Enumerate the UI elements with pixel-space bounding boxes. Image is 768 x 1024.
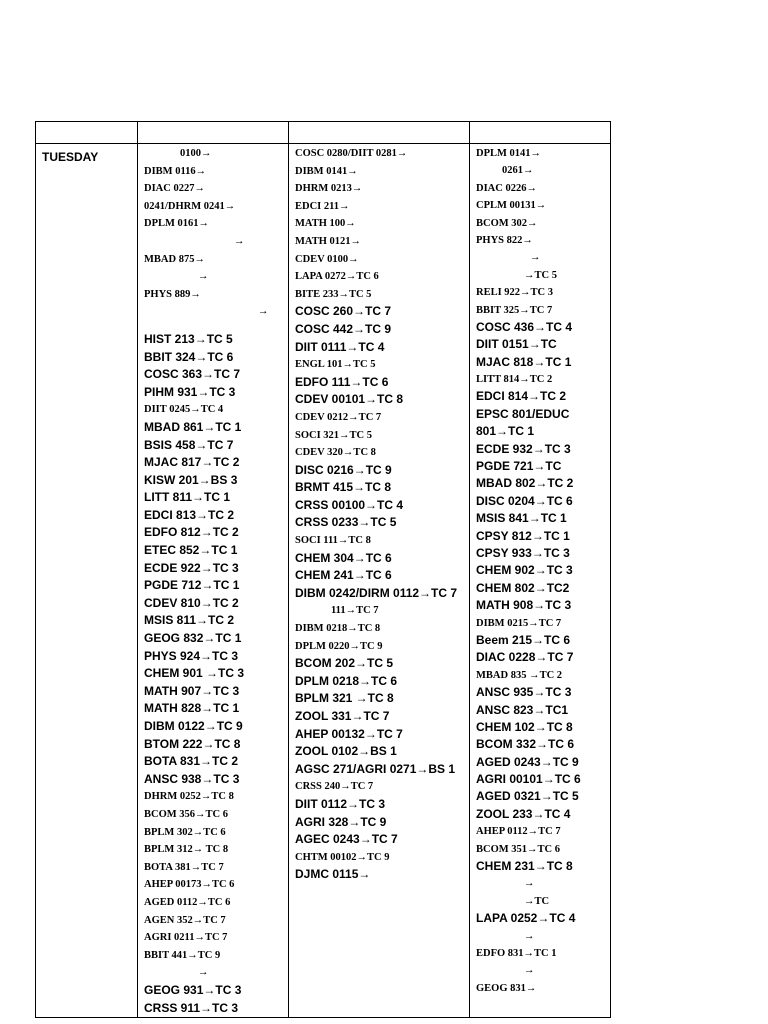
list-item: EDCI 211→ bbox=[295, 200, 350, 212]
list-item: ZOOL 0102→BS 1 bbox=[295, 744, 397, 759]
list-item: DISC 0204→TC 6 bbox=[476, 493, 573, 508]
column-2-list bbox=[289, 144, 469, 884]
list-item: CRSS 0233→TC 5 bbox=[295, 515, 397, 530]
list-item: → bbox=[524, 878, 535, 890]
list-item: ENGL 101→TC 5 bbox=[295, 359, 376, 371]
list-item: LAPA 0252→TC 4 bbox=[476, 911, 576, 926]
list-item: EDFO 831→TC 1 bbox=[476, 947, 557, 959]
list-item: DIBM 0218→TC 8 bbox=[295, 623, 381, 635]
list-item: PHYS 889→ bbox=[144, 288, 201, 300]
list-item: BBIT 325→TC 7 bbox=[476, 304, 553, 316]
list-item: MBAD 875→ bbox=[144, 253, 205, 265]
list-item: MBAD 861→TC 1 bbox=[144, 419, 242, 434]
list-item: DISC 0216→TC 9 bbox=[295, 462, 392, 477]
list-item: DIAC 0226→ bbox=[476, 182, 537, 194]
list-item: BTOM 222→TC 8 bbox=[144, 736, 241, 751]
list-item: EDCI 814→TC 2 bbox=[476, 389, 567, 404]
list-item: AGEC 0243→TC 7 bbox=[295, 832, 398, 847]
list-item: BPLM 312→ TC 8 bbox=[144, 844, 229, 856]
list-item: MATH 908→TC 3 bbox=[476, 598, 572, 613]
list-item: MJAC 818→TC 1 bbox=[476, 354, 572, 369]
list-item: DIIT 0111→TC 4 bbox=[295, 339, 385, 354]
list-item: AGED 0243→TC 9 bbox=[476, 754, 579, 769]
list-item: COSC 260→TC 7 bbox=[295, 304, 392, 319]
list-item: MATH 100→ bbox=[295, 218, 356, 230]
list-item: AGSC 271/AGRI 0271→BS 1 bbox=[295, 761, 456, 776]
list-item: MJAC 817→TC 2 bbox=[144, 455, 240, 470]
list-item: BPLM 321 →TC 8 bbox=[295, 691, 394, 706]
list-item: EDFO 111→TC 6 bbox=[295, 374, 389, 389]
list-item: EDCI 813→TC 2 bbox=[144, 507, 235, 522]
list-item: CHEM 802→TC2 bbox=[476, 580, 570, 595]
list-item: MSIS 841→TC 1 bbox=[476, 511, 567, 526]
list-item: Beem 215→TC 6 bbox=[476, 632, 571, 647]
column-2-cell bbox=[289, 144, 470, 1018]
list-item: ANSC 823→TC1 bbox=[476, 702, 569, 717]
list-item: BCOM 356→TC 6 bbox=[144, 808, 228, 820]
list-item: HIST 213→TC 5 bbox=[144, 331, 233, 346]
list-item: ANSC 938→TC 3 bbox=[144, 771, 240, 786]
list-item: MATH 828→TC 1 bbox=[144, 701, 240, 716]
list-item: EDFO 812→TC 2 bbox=[144, 525, 239, 540]
list-item: DIBM 0122→TC 9 bbox=[144, 719, 243, 733]
list-item: ANSC 935→TC 3 bbox=[476, 685, 572, 700]
list-item: CRSS 240→TC 7 bbox=[295, 781, 374, 793]
list-item: DIBM 0116→ bbox=[144, 165, 207, 177]
list-item: CPSY 812→TC 1 bbox=[476, 528, 570, 543]
list-item: BITE 233→TC 5 bbox=[295, 288, 372, 300]
list-item: DPLM 0141→ bbox=[476, 148, 542, 159]
header-row bbox=[36, 122, 611, 144]
list-item: CDEV 00101→TC 8 bbox=[295, 392, 404, 407]
spacer bbox=[144, 321, 288, 331]
column-1-cell bbox=[138, 144, 289, 1018]
list-item: →TC bbox=[524, 895, 550, 907]
list-item: DHRM 0252→TC 8 bbox=[144, 791, 234, 803]
list-item: DIIT 0151→TC bbox=[476, 337, 557, 352]
list-item: 0100→ bbox=[180, 148, 212, 159]
list-item: 0261→ bbox=[502, 165, 534, 177]
list-item: AGRI 0211→TC 7 bbox=[144, 932, 228, 944]
list-item: 111→TC 7 bbox=[331, 605, 379, 617]
list-item: AHEP 00173→TC 6 bbox=[144, 879, 235, 891]
list-item: → bbox=[530, 252, 541, 264]
list-item: EPSC 801/EDUC bbox=[476, 406, 570, 421]
column-3-list bbox=[470, 144, 610, 997]
list-item: PGDE 712→TC 1 bbox=[144, 578, 240, 593]
list-item: DIIT 0112→TC 3 bbox=[295, 796, 386, 811]
list-item: LITT 814→TC 2 bbox=[476, 374, 553, 386]
list-item: CHEM 241→TC 6 bbox=[295, 568, 392, 583]
header-cell-2 bbox=[289, 122, 470, 144]
list-item: DIAC 0228→TC 7 bbox=[476, 650, 574, 665]
list-item: DPLM 0220→TC 9 bbox=[295, 640, 383, 652]
list-item: PIHM 931→TC 3 bbox=[144, 384, 236, 399]
list-item: → bbox=[524, 965, 535, 977]
list-item: → bbox=[524, 930, 535, 942]
list-item: ETEC 852→TC 1 bbox=[144, 543, 238, 558]
list-item: PGDE 721→TC bbox=[476, 459, 562, 474]
list-item: BRMT 415→TC 8 bbox=[295, 480, 392, 495]
list-item: BCOM 351→TC 6 bbox=[476, 843, 560, 855]
list-item: BOTA 831→TC 2 bbox=[144, 754, 239, 769]
list-item: AGRI 328→TC 9 bbox=[295, 814, 387, 829]
list-item: DJMC 0115→ bbox=[295, 867, 371, 882]
list-item: DIIT 0245→TC 4 bbox=[144, 404, 224, 416]
list-item: DIAC 0227→ bbox=[144, 183, 205, 195]
list-item: BBIT 441→TC 9 bbox=[144, 949, 221, 961]
list-item: CDEV 0100→ bbox=[295, 253, 359, 265]
list-item: CHEM 901 →TC 3 bbox=[144, 666, 245, 681]
list-item: BBIT 324→TC 6 bbox=[144, 349, 234, 364]
list-item: BCOM 202→TC 5 bbox=[295, 656, 394, 671]
list-item: MBAD 802→TC 2 bbox=[476, 476, 574, 491]
list-item: COSC 363→TC 7 bbox=[144, 367, 241, 382]
list-item: ZOOL 331→TC 7 bbox=[295, 709, 390, 723]
list-item: MBAD 835 →TC 2 bbox=[476, 669, 563, 681]
list-item: AGED 0321→TC 5 bbox=[476, 789, 579, 804]
list-item: CPSY 933→TC 3 bbox=[476, 545, 570, 560]
list-item: DIBM 0242/DIRM 0112→TC 7 bbox=[295, 585, 458, 600]
list-item: SOCI 111→TC 8 bbox=[295, 535, 371, 547]
list-item: CHTM 00102→TC 9 bbox=[295, 851, 390, 863]
list-item: 801→TC 1 bbox=[476, 424, 535, 439]
list-item: CRSS 00100→TC 4 bbox=[295, 497, 404, 512]
schedule-table bbox=[35, 121, 611, 1018]
list-item: →TC 5 bbox=[524, 269, 557, 281]
list-item: RELI 922→TC 3 bbox=[476, 287, 554, 299]
list-item: DPLM 0218→TC 6 bbox=[295, 673, 398, 688]
list-item: COSC 436→TC 4 bbox=[476, 319, 573, 334]
header-cell-1 bbox=[138, 122, 289, 144]
list-item: BCOM 332→TC 6 bbox=[476, 737, 575, 752]
list-item: → bbox=[198, 967, 209, 979]
day-cell bbox=[36, 144, 138, 1018]
list-item: BPLM 302→TC 6 bbox=[144, 826, 226, 838]
list-item: DIBM 0215→TC 7 bbox=[476, 617, 562, 629]
list-item: DPLM 0161→ bbox=[144, 218, 210, 230]
list-item: → bbox=[258, 306, 269, 318]
list-item: CDEV 320→TC 8 bbox=[295, 447, 376, 459]
list-item: DHRM 0213→ bbox=[295, 183, 363, 195]
list-item: COSC 442→TC 9 bbox=[295, 321, 392, 336]
list-item: 0241/DHRM 0241→ bbox=[144, 200, 236, 212]
list-item: AGEN 352→TC 7 bbox=[144, 914, 226, 926]
column-3-cell bbox=[470, 144, 611, 1018]
list-item: CDEV 810→TC 2 bbox=[144, 595, 239, 610]
list-item: COSC 0280/DIIT 0281→ bbox=[295, 148, 408, 159]
list-item: ECDE 932→TC 3 bbox=[476, 441, 571, 456]
list-item: GEOG 832→TC 1 bbox=[144, 631, 242, 646]
list-item: AGED 0112→TC 6 bbox=[144, 896, 231, 908]
list-item: MATH 0121→ bbox=[295, 235, 362, 247]
list-item: PHYS 822→ bbox=[476, 234, 533, 246]
list-item: CHEM 902→TC 3 bbox=[476, 563, 573, 578]
list-item: AGRI 00101→TC 6 bbox=[476, 772, 581, 787]
list-item: BSIS 458→TC 7 bbox=[144, 437, 234, 452]
list-item: PHYS 924→TC 3 bbox=[144, 648, 239, 663]
list-item: GEOG 931→TC 3 bbox=[144, 982, 242, 997]
list-item: KISW 201→BS 3 bbox=[144, 472, 238, 487]
list-item: CDEV 0212→TC 7 bbox=[295, 411, 382, 423]
list-item: → bbox=[198, 271, 209, 283]
list-item: ECDE 922→TC 3 bbox=[144, 560, 239, 575]
tuesday-row bbox=[36, 144, 611, 1018]
list-item: BOTA 381→TC 7 bbox=[144, 861, 224, 873]
list-item: MATH 907→TC 3 bbox=[144, 683, 240, 698]
column-1-list bbox=[138, 144, 288, 1017]
header-cell-day bbox=[36, 122, 138, 144]
list-item: CPLM 00131→ bbox=[476, 200, 547, 212]
list-item: CRSS 911→TC 3 bbox=[144, 1000, 239, 1015]
list-item: GEOG 831→ bbox=[476, 982, 537, 994]
list-item: LITT 811→TC 1 bbox=[144, 490, 231, 505]
list-item: CHEM 102→TC 8 bbox=[476, 719, 573, 734]
list-item: DIBM 0141→ bbox=[295, 165, 358, 177]
list-item: BCOM 302→ bbox=[476, 217, 538, 229]
list-item: SOCI 321→TC 5 bbox=[295, 429, 373, 441]
header-cell-3 bbox=[470, 122, 611, 144]
list-item: CHEM 231→TC 8 bbox=[476, 859, 573, 874]
list-item: MSIS 811→TC 2 bbox=[144, 613, 235, 628]
list-item: → bbox=[234, 235, 245, 247]
list-item: LAPA 0272→TC 6 bbox=[295, 271, 379, 283]
list-item: AHEP 0112→TC 7 bbox=[476, 826, 561, 838]
day-label: TUESDAY bbox=[42, 150, 99, 164]
list-item: CHEM 304→TC 6 bbox=[295, 550, 392, 565]
list-item: AHEP 00132→TC 7 bbox=[295, 726, 403, 741]
list-item: ZOOL 233→TC 4 bbox=[476, 806, 571, 821]
